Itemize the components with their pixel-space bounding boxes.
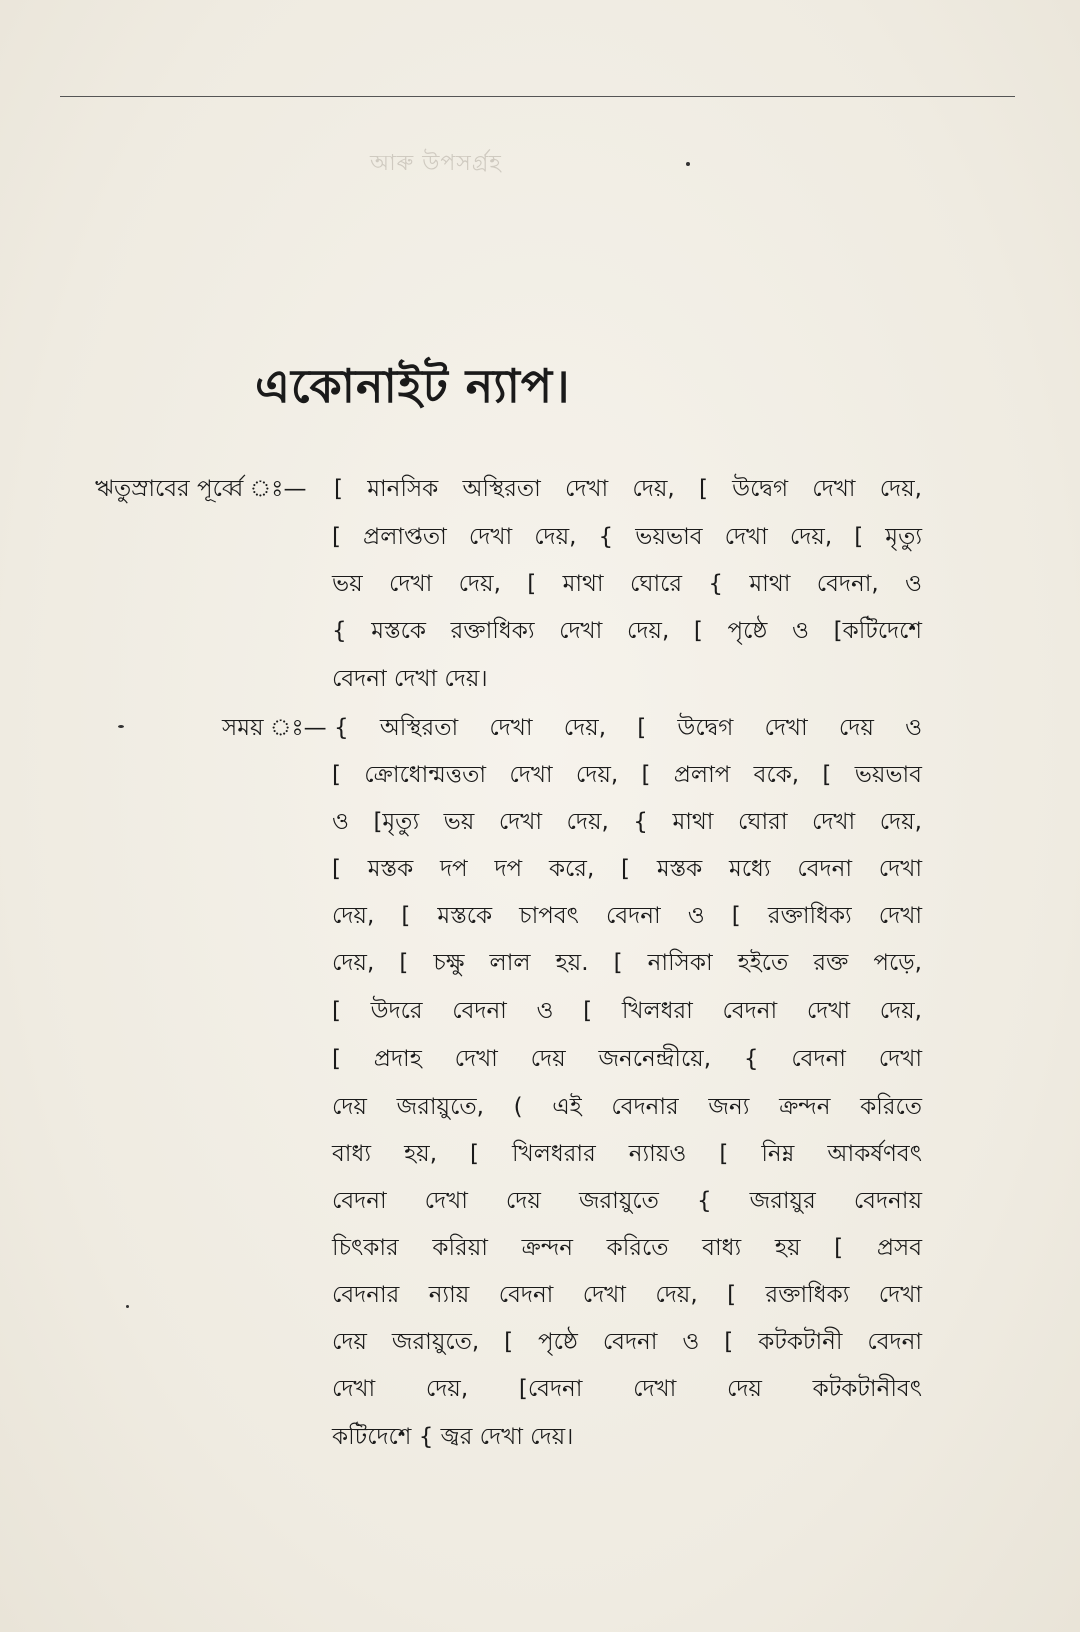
- section-label-during: সময় ঃ—: [222, 715, 327, 741]
- text-line: { অস্থিরতা দেখা দেয়, [ উদ্বেগ দেখা দেয় ও: [334, 715, 922, 741]
- text-line: [ ক্রোধোন্মত্ততা দেখা দেয়, [ প্রলাপ বকে, [ ভয়ভাব: [332, 762, 922, 788]
- text-line: বেদনার ন্যায় বেদনা দেখা দেয়, [ রক্তাধিক্য দেখা: [332, 1282, 922, 1308]
- speck: [126, 1305, 129, 1308]
- text-line: [ মানসিক অস্থিরতা দেখা দেয়, [ উদ্বেগ দেখা দেয়,: [334, 476, 922, 502]
- text-line: বেদনা দেখা দেয়।: [332, 666, 488, 692]
- text-line: [ প্রলাপ্ততা দেখা দেয়, { ভয়ভাব দেখা দেয়, [ মৃত্যু: [332, 524, 922, 550]
- speck: [686, 162, 690, 166]
- text-line: ভয় দেখা দেয়, [ মাথা ঘোরে { মাথা বেদনা, ও: [332, 571, 922, 597]
- text-line: বেদনা দেখা দেয় জরায়ুতে { জরায়ুর বেদনায়: [332, 1188, 922, 1214]
- text-line: দেয়, [ চক্ষু লাল হয়. [ নাসিকা হইতে রক্ত পড়ে,: [332, 950, 922, 976]
- text-line: { মস্তকে রক্তাধিক্য দেখা দেয়, [ পৃষ্ঠে ও [কটিদেশে: [332, 618, 922, 644]
- text-line: দেয় জরায়ুতে, ( এই বেদনার জন্য ক্রন্দন করিতে: [332, 1094, 922, 1120]
- text-line: চিৎকার করিয়া ক্রন্দন করিতে বাধ্য হয় [ প্রসব: [332, 1235, 922, 1261]
- page-title: একোনাইট ন্যাপ।: [255, 359, 571, 413]
- text-line: [ প্রদাহ দেখা দেয় জননেন্দ্রীয়ে, { বেদনা দেখা: [332, 1046, 922, 1072]
- top-rule: [60, 96, 1015, 97]
- text-line: দেখা দেয়, [বেদনা দেখা দেয় কটকটানীবৎ: [332, 1376, 922, 1402]
- text-line: কটিদেশে { জ্বর দেখা দেয়।: [332, 1424, 574, 1450]
- text-line: দেয় জরায়ুতে, [ পৃষ্ঠে বেদনা ও [ কটকটানী বেদনা: [332, 1329, 922, 1355]
- section-label-before-menses: ঋতুস্রাবের পূর্ব্বে ঃ—: [95, 476, 307, 502]
- bleed-through-header: আৰু উপসৰ্গ্ৰহ: [370, 151, 502, 176]
- speck: [118, 725, 124, 728]
- text-line: [ মস্তক দপ দপ করে, [ মস্তক মধ্যে বেদনা দেখা: [332, 856, 922, 882]
- text-line: ও [মৃত্যু ভয় দেখা দেয়, { মাথা ঘোরা দেখা দেয়,: [332, 809, 922, 835]
- text-line: বাধ্য হয়, [ খিলধরার ন্যায়ও [ নিম্ন আকর্ষণবৎ: [332, 1141, 922, 1167]
- text-line: [ উদরে বেদনা ও [ খিলধরা বেদনা দেখা দেয়,: [332, 998, 922, 1024]
- text-line: দেয়, [ মস্তকে চাপবৎ বেদনা ও [ রক্তাধিক্য দেখা: [332, 903, 922, 929]
